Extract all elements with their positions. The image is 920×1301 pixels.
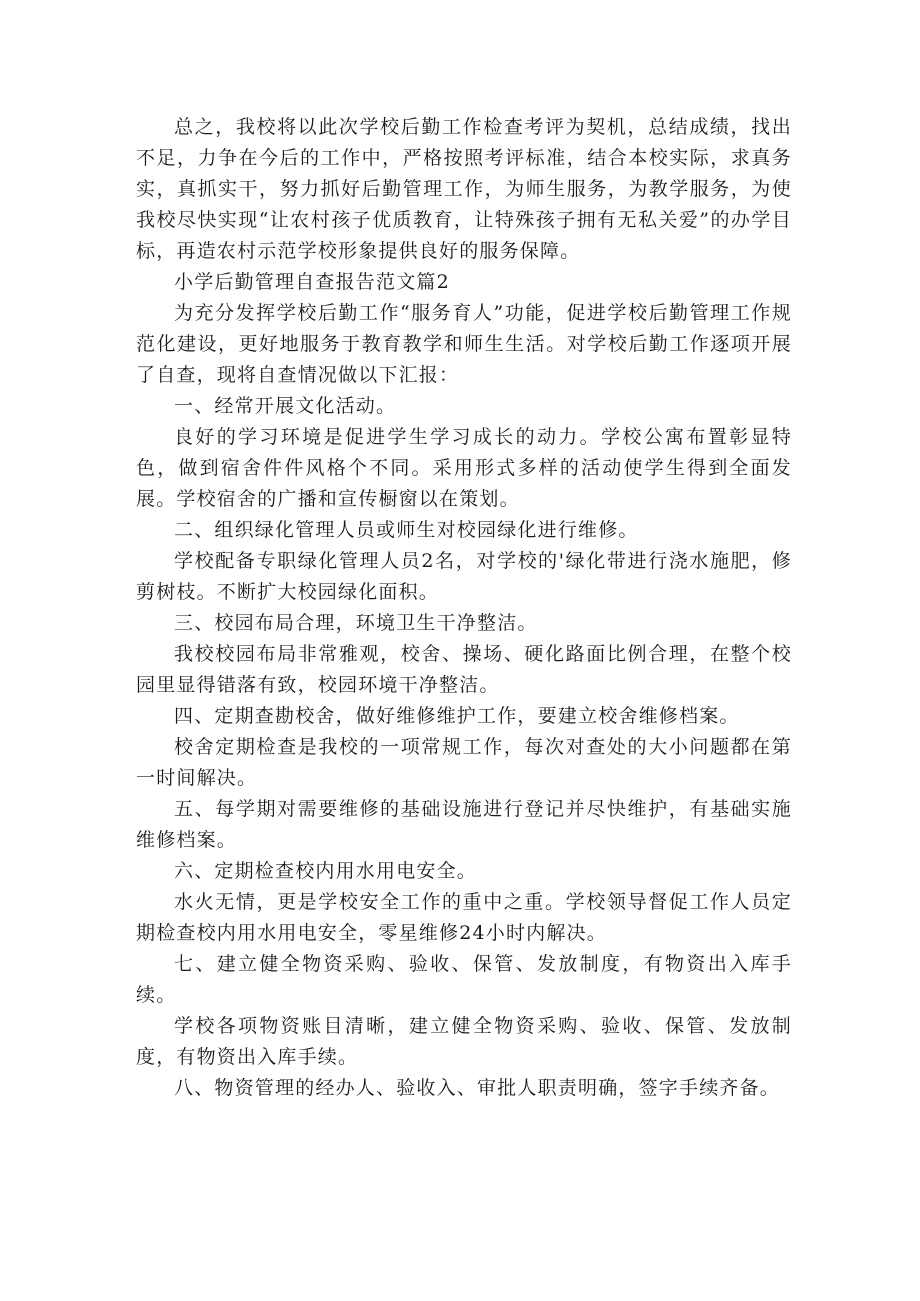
section-heading-2: 二、组织绿化管理人员或师生对校园绿化进行维修。 <box>174 519 639 541</box>
paragraph-section-2: 学校配备专职绿化管理人员2名，对学校的'绿化带进行浇水施肥，修剪树枝。不断扩大校园绿化面积。 <box>136 550 792 603</box>
section-heading-6: 六、定期检查校内用水用电安全。 <box>174 860 478 882</box>
paragraph-section-6: 水火无情，更是学校安全工作的重中之重。学校领导督促工作人员定期检查校内用水用电安全，零星维修24小时内解决。 <box>136 891 792 944</box>
document-body <box>136 112 792 1104</box>
section-heading-7: 七、建立健全物资采购、验收、保管、发放制度，有物资出入库手续。 <box>136 953 792 1006</box>
section-heading-4: 四、定期查勘校舍，做好维修维护工作，要建立校舍维修档案。 <box>174 705 740 727</box>
paragraph-section-7: 学校各项物资账目清晰，建立健全物资采购、验收、保管、发放制度，有物资出入库手续。 <box>136 1015 792 1068</box>
section-heading-3: 三、校园布局合理，环境卫生干净整洁。 <box>174 612 538 634</box>
paragraph-conclusion: 总之，我校将以此次学校后勤工作检查考评为契机，总结成绩，找出不足，力争在今后的工作中，严格按照考评标准，结合本校实际，求真务实，真抓实干，努力抓好后勤管理工作，为师生服务，为教学服务，为使我校尽快实现“让农村孩子优质教育，让特殊孩子拥有无私关爱”的办学目标，再造农村示范学校形象提供良好的服务保障。 <box>136 116 792 262</box>
paragraph-section-4: 校舍定期检查是我校的一项常规工作，每次对查处的大小问题都在第一时间解决。 <box>136 736 792 789</box>
section-heading-5: 五、每学期对需要维修的基础设施进行登记并尽快维护，有基础实施维修档案。 <box>136 798 792 851</box>
paragraph-intro: 为充分发挥学校后勤工作“服务育人”功能，促进学校后勤管理工作规范化建设，更好地服务于教育教学和师生生活。对学校后勤工作逐项开展了自查，现将自查情况做以下汇报： <box>136 302 792 386</box>
paragraph-section-3: 我校校园布局非常雅观，校舍、操场、硬化路面比例合理，在整个校园里显得错落有致，校园环境干净整洁。 <box>136 643 792 696</box>
section-heading-8: 八、物资管理的经办人、验收入、审批人职责明确，签字手续齐备。 <box>174 1077 781 1099</box>
section-heading-1: 一、经常开展文化活动。 <box>174 395 397 417</box>
paragraph-section-1: 良好的学习环境是促进学生学习成长的动力。学校公寓布置彰显特色，做到宿舍件件风格个不同。采用形式多样的活动使学生得到全面发展。学校宿舍的广播和宣传橱窗以在策划。 <box>136 426 792 510</box>
article-title: 小学后勤管理自查报告范文篇2 <box>174 271 450 293</box>
